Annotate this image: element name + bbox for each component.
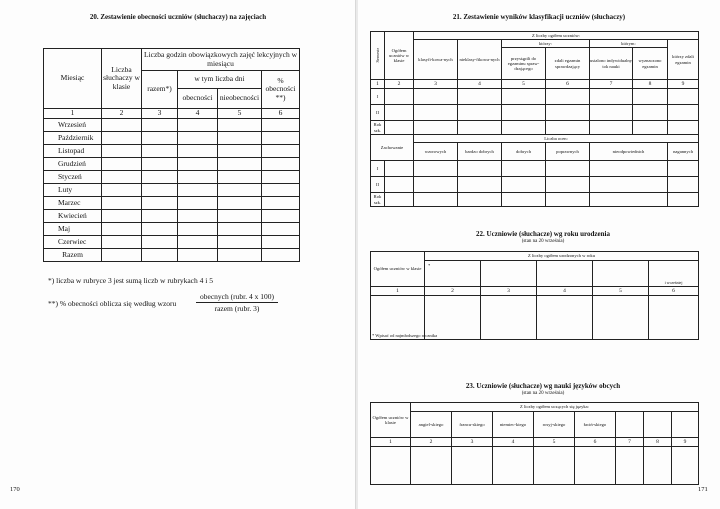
total-label: Razem <box>44 249 102 262</box>
col-passed-exam: którzy zdali egzamin <box>668 40 699 80</box>
col-of-which-header: w tym liczba dni <box>178 71 262 89</box>
row-school-year: Rok szk. <box>371 121 385 135</box>
attendance-cell[interactable] <box>102 171 142 184</box>
attendance-cell[interactable] <box>262 132 300 145</box>
column-number: 5 <box>502 80 546 89</box>
birth-year-title: 22. Uczniowie (słuchacze) wg roku urodzenia <box>476 230 610 238</box>
column-number: 3 <box>452 438 493 447</box>
row-behaviour-year: Rok szk. <box>371 193 385 207</box>
attendance-cell[interactable] <box>218 197 262 210</box>
attendance-cell[interactable] <box>218 210 262 223</box>
column-number: 8 <box>633 80 668 89</box>
attendance-cell[interactable] <box>218 119 262 132</box>
attendance-cell[interactable] <box>178 184 218 197</box>
attendance-cell[interactable] <box>262 210 300 223</box>
table-row <box>44 132 300 145</box>
attendance-cell[interactable] <box>178 132 218 145</box>
formula <box>196 292 278 313</box>
table-row <box>44 236 300 249</box>
month-label: Czerwiec <box>44 236 102 249</box>
attendance-cell[interactable] <box>102 210 142 223</box>
of-total-header: Z liczby ogółem uczniów: <box>414 32 699 40</box>
attendance-cell[interactable] <box>142 132 178 145</box>
row-sem-i: I <box>371 89 385 105</box>
attendance-cell[interactable] <box>262 145 300 158</box>
attendance-cell[interactable] <box>142 223 178 236</box>
total-cell[interactable] <box>142 249 178 262</box>
languages-title: 23. Uczniowie (słuchacze) wg nauki języków obcych <box>465 382 621 390</box>
attendance-cell[interactable] <box>142 145 178 158</box>
total-cell[interactable] <box>218 249 262 262</box>
attendance-cell[interactable] <box>142 236 178 249</box>
birth-footnote: * Wpisać od najmłodszego rocznika <box>372 333 438 338</box>
column-number: 9 <box>672 438 699 447</box>
attendance-cell[interactable] <box>262 223 300 236</box>
col-total-header: razem*) <box>142 71 178 109</box>
col-month-header: Miesiąc <box>44 49 102 109</box>
attendance-cell[interactable] <box>218 223 262 236</box>
table-row <box>44 119 300 132</box>
month-label: Kwiecień <box>44 210 102 223</box>
lang-german: niemiec-kiego <box>493 412 534 438</box>
column-number: 5 <box>534 438 575 447</box>
grade-reprehensible: nagannych <box>668 143 699 161</box>
attendance-cell[interactable] <box>142 210 178 223</box>
column-number: 4 <box>458 80 502 89</box>
col-percent-header: % obecności **) <box>262 71 300 109</box>
behaviour-header: Zachowanie <box>371 135 414 161</box>
table-row <box>44 184 300 197</box>
attendance-cell[interactable] <box>102 119 142 132</box>
table-row <box>44 171 300 184</box>
column-number: 7 <box>590 80 633 89</box>
month-label: Styczeń <box>44 171 102 184</box>
total-students-header: Ogółem uczniów w klasie <box>385 32 414 80</box>
attendance-cell[interactable] <box>102 132 142 145</box>
attendance-cell[interactable] <box>142 158 178 171</box>
attendance-cell[interactable] <box>102 236 142 249</box>
attendance-cell[interactable] <box>178 119 218 132</box>
grade-correct: poprawnych <box>546 143 590 161</box>
attendance-cell[interactable] <box>142 184 178 197</box>
column-number: 6 <box>649 287 699 296</box>
note-1: *) liczba w rubryce 3 jest sumą liczb w rubrykach 4 i 5 <box>48 276 213 285</box>
born-in-year-header: Z liczby ogółem urodzonych w roku <box>425 252 699 261</box>
languages-subtitle: (stan na 20 września) <box>521 391 565 396</box>
column-number: 1 <box>44 109 102 119</box>
total-cell[interactable] <box>178 249 218 262</box>
attendance-cell[interactable] <box>262 119 300 132</box>
attendance-cell[interactable] <box>178 197 218 210</box>
column-number: 6 <box>575 438 616 447</box>
column-number: 2 <box>385 80 414 89</box>
col-classified: klasyfi-kowa-nych <box>414 40 458 80</box>
attendance-cell[interactable] <box>102 223 142 236</box>
column-number: 3 <box>414 80 458 89</box>
col-present-header: obecności <box>178 89 218 109</box>
col-unclassified: nieklasy-fikowa-nych <box>458 40 502 80</box>
grades-count-header: Liczba ocen: <box>414 135 699 143</box>
birth-year-table <box>370 251 699 340</box>
earlier-label: i wcześniej <box>649 261 699 287</box>
column-number: 2 <box>425 287 481 296</box>
month-label: Grudzień <box>44 158 102 171</box>
formula-denominator: razem (rubr. 3) <box>214 304 260 313</box>
attendance-cell[interactable] <box>218 171 262 184</box>
col-exam-set: wyznaczono egzamin <box>633 48 668 80</box>
grade-exemplary: wzorowych <box>414 143 458 161</box>
attendance-cell[interactable] <box>142 171 178 184</box>
column-number: 1 <box>371 438 411 447</box>
attendance-table <box>43 48 300 262</box>
grade-inappropriate: nieodpowiednich <box>590 143 668 161</box>
lang-english: angiel-skiego <box>411 412 452 438</box>
attendance-cell[interactable] <box>178 145 218 158</box>
formula-numerator: obecnych (rubr. 4 x 100) <box>196 292 278 303</box>
learning-language-header: Z liczby ogółem uczących się języka: <box>411 403 699 412</box>
total-row <box>44 249 300 262</box>
month-label: Październik <box>44 132 102 145</box>
birth-total-header: Ogółem uczniów w klasie <box>371 252 425 287</box>
col-passed-check: zdali egzamin sprawdzający <box>546 48 590 80</box>
row-sem-ii: II <box>371 105 385 121</box>
attendance-cell[interactable] <box>102 158 142 171</box>
month-label: Maj <box>44 223 102 236</box>
row-behaviour-i: I <box>371 161 385 177</box>
attendance-cell[interactable] <box>218 158 262 171</box>
attendance-cell[interactable] <box>218 132 262 145</box>
grade-good: dobrych <box>502 143 546 161</box>
lang-french: francu-skiego <box>452 412 493 438</box>
birth-year-subtitle: (stan na 20 września) <box>521 239 565 244</box>
attendance-cell[interactable] <box>178 210 218 223</box>
column-number: 1 <box>371 80 385 89</box>
column-number: 1 <box>371 287 425 296</box>
languages-table <box>370 402 699 485</box>
col-took-exam: przystąpili do egzaminu spraw-dzającego <box>502 48 546 80</box>
semester-header: Semestr <box>374 47 380 63</box>
column-number: 4 <box>178 109 218 119</box>
lang-total-header: Ogółem uczniów w klasie <box>371 403 411 438</box>
attendance-cell[interactable] <box>262 236 300 249</box>
table-row <box>44 197 300 210</box>
month-label: Luty <box>44 184 102 197</box>
classification-table <box>370 31 699 207</box>
column-number: 2 <box>411 438 452 447</box>
column-number: 3 <box>142 109 178 119</box>
column-number: 5 <box>593 287 649 296</box>
column-number: 4 <box>493 438 534 447</box>
attendance-cell[interactable] <box>262 158 300 171</box>
attendance-cell[interactable] <box>262 184 300 197</box>
attendance-title: 20. Zestawienie obecności uczniów (słuchaczy) na zajęciach <box>89 13 267 21</box>
attendance-cell[interactable] <box>178 171 218 184</box>
attendance-cell[interactable] <box>102 145 142 158</box>
column-number: 3 <box>481 287 537 296</box>
column-number: 8 <box>644 438 672 447</box>
note-2: **) % obecności oblicza się według wzoru <box>48 299 177 308</box>
page-number-left: 170 <box>10 486 20 493</box>
col-individual: ustalono indywidualny tok nauki <box>590 48 633 80</box>
attendance-cell[interactable] <box>218 145 262 158</box>
attendance-cell[interactable] <box>262 197 300 210</box>
row-behaviour-ii: II <box>371 177 385 193</box>
column-number: 5 <box>218 109 262 119</box>
lang-latin: łaciń-skiego <box>575 412 616 438</box>
column-number: 7 <box>616 438 644 447</box>
attendance-cell[interactable] <box>262 171 300 184</box>
col-hours-header: Liczba godzin obowiązkowych zajęć lekcyjnych w miesiącu <box>142 49 300 71</box>
who-header: którzy: <box>502 40 590 48</box>
attendance-cell[interactable] <box>178 158 218 171</box>
column-number: 6 <box>546 80 590 89</box>
first-year-cell: * <box>425 261 481 287</box>
column-number: 2 <box>102 109 142 119</box>
attendance-cell[interactable] <box>218 184 262 197</box>
table-row <box>44 158 300 171</box>
col-absent-header: nieobecności <box>218 89 262 109</box>
page-number-right: 171 <box>698 486 708 493</box>
attendance-cell[interactable] <box>142 197 178 210</box>
attendance-cell[interactable] <box>142 119 178 132</box>
total-cell[interactable] <box>262 249 300 262</box>
attendance-cell[interactable] <box>102 197 142 210</box>
month-label: Wrzesień <box>44 119 102 132</box>
whom-header: którym: <box>590 40 668 48</box>
table-row <box>44 145 300 158</box>
attendance-cell[interactable] <box>102 184 142 197</box>
table-row <box>44 223 300 236</box>
col-students-header: Liczba słuchaczy w klasie <box>102 49 142 109</box>
attendance-cell[interactable] <box>178 223 218 236</box>
classification-title: 21. Zestawienie wyników klasyfikacji uczniów (słuchaczy) <box>452 13 626 21</box>
column-number: 6 <box>262 109 300 119</box>
month-label: Marzec <box>44 197 102 210</box>
grade-very-good: bardzo dobrych <box>458 143 502 161</box>
left-page <box>0 0 356 509</box>
column-number: 4 <box>537 287 593 296</box>
month-label: Listopad <box>44 145 102 158</box>
table-row <box>44 210 300 223</box>
attendance-cell[interactable] <box>218 236 262 249</box>
right-page <box>358 0 720 509</box>
column-number: 9 <box>668 80 699 89</box>
lang-russian: rosyj-skiego <box>534 412 575 438</box>
attendance-cell[interactable] <box>178 236 218 249</box>
total-cell[interactable] <box>102 249 142 262</box>
